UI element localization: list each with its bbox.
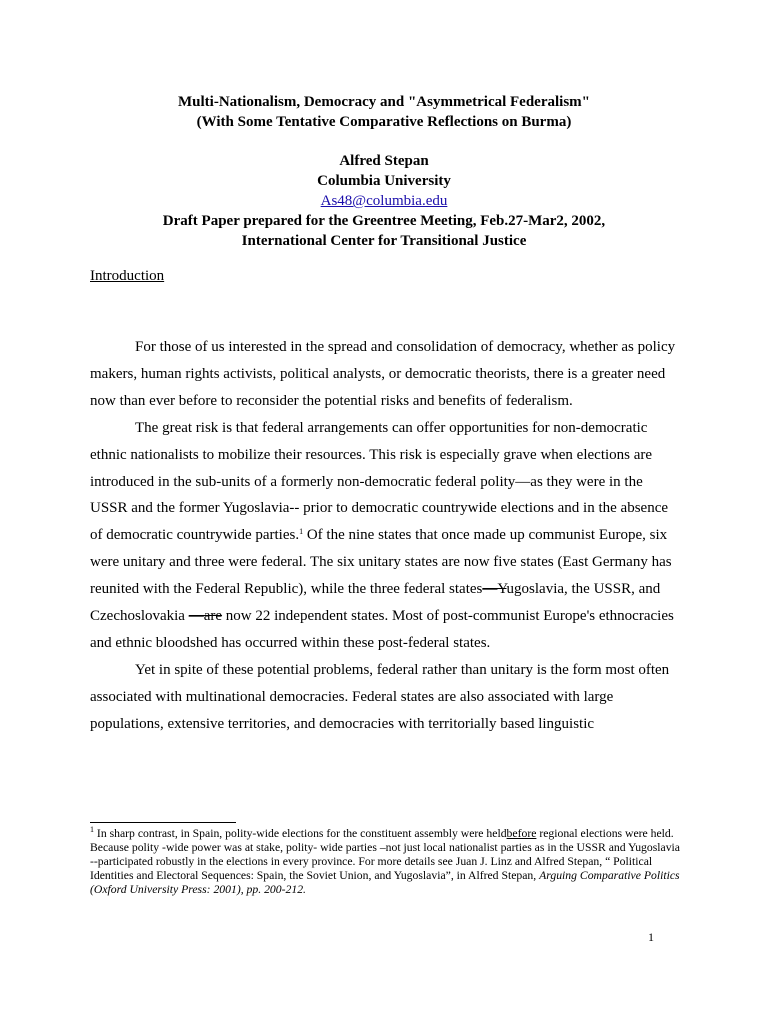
title-block: [0, 92, 768, 251]
paragraph-3: Yet in spite of these potential problems, federal rather than unitary is the form most often associated with multinational democracies. Federal states are also associated with large populations, extensive territories, and democracies with territorially based linguistic: [90, 661, 670, 732]
body-text: [90, 334, 680, 738]
page-number: 1: [648, 930, 654, 944]
author-email-link[interactable]: As48@columbia.edu: [320, 193, 448, 209]
footnote-1: $^1$ In sharp contrast, in Spain, polity-wide elections for the constituent assembly were heldbefore regional elections were held. Because polity -wide power was at stake, polity- wide parties –not just local nationalist parties as in the USSR and Yugoslavia --participated robustly in the elections in every province. For more details see Juan J. Linz and Alfred Stepan, “ Political Identities and Electoral Sequences: Spain, the Soviet Union, and Yugoslavia”, in Alfred Stepan, Arguing Comparative Politics (Oxford University Press: 2001), pp. 200-212.: [90, 825, 680, 896]
draft-note-line2: International Center for Transitional Justice: [241, 233, 527, 249]
underlined-text: before: [506, 827, 537, 840]
author-affiliation: Columbia University: [317, 173, 451, 189]
paper-subtitle: (With Some Tentative Comparative Reflections on Burma): [196, 114, 572, 130]
strikethrough-text: —Y: [482, 581, 507, 598]
paper-title: Multi-Nationalism, Democracy and "Asymmetrical Federalism": [178, 94, 590, 110]
footnote-ref-1[interactable]: 1: [299, 527, 304, 537]
paragraph-1: For those of us interested in the spread and consolidation of democracy, whether as policy makers, human rights activists, political analysts, or democratic theorists, there is a greater need now than ever before to reconsider the potential risks and benefits of federalism.: [90, 339, 676, 409]
paragraph-2: The great risk is that federal arrangements can offer opportunities for non-democratic ethnic nationalists to mobilize their resources. This risk is especially grave when elections are introduced in the sub-units of a formerly non-democratic federal polity—as they were in the USSR and the former Yugoslavia-- prior to democratic countrywide elections and in the absence of democratic countrywide parties.$^1$ Of the nine states that once made up communist Europe, six were unitary and three were federal. The six unitary states are now five states (East Germany has reunited with the Federal Republic), while the three federal states—Yugoslavia, the USSR, and Czechoslovakia —are now 22 independent states. Most of post-communist Europe's ethnocracies and ethnic bloodshed has occurred within these post-federal states.: [90, 419, 674, 651]
footnote-marker: 1: [90, 825, 94, 834]
footnote-separator: [90, 822, 236, 823]
draft-note-line1: Draft Paper prepared for the Greentree Meeting, Feb.27-Mar2, 2002,: [162, 213, 606, 229]
section-heading-introduction: Introduction: [90, 268, 165, 284]
author-name: Alfred Stepan: [339, 153, 429, 169]
citation-italic: Arguing Comparative Politics (Oxford University Press: 2001), pp. 200-212.: [90, 869, 680, 896]
strikethrough-text: —are: [188, 608, 223, 625]
